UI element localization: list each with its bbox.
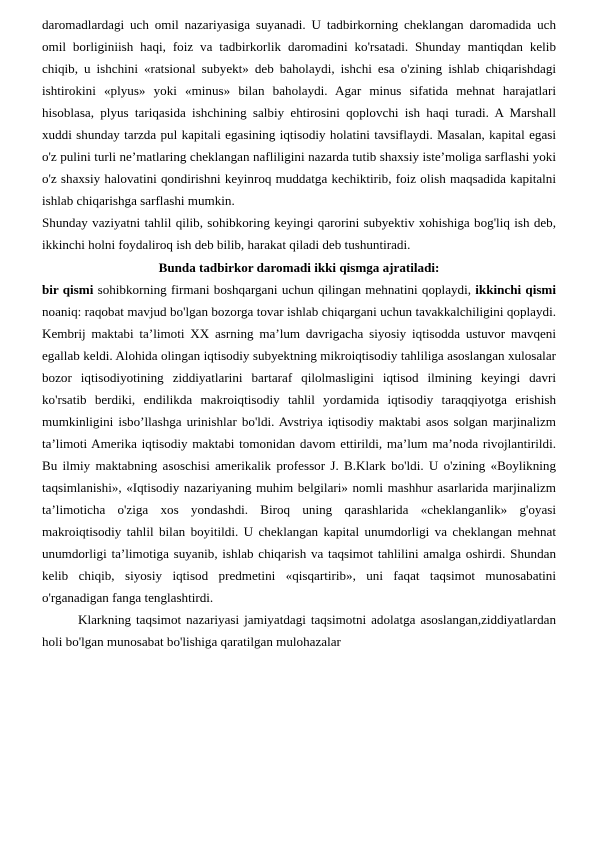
paragraph-marshall: daromadlardagi uch omil nazariyasiga suyanadi. U tadbirkorning cheklangan daromadida uch omil borliginiish haqi, foiz va tadbirkorlik daromadini ko'rsatadi. Shunday mantiqdan kelib chiqib, u ishchini «ratsional subyekt» deb baholaydi, ishchi esa o'zining ishlab chiqarishdagi ishtirokini «plyus» yoki «minus» bilan baholaydi. Agar minus sifatida mehnat harajatlari hisoblasa, plyus tariqasida ishchining salbiy ehtirosini qoplovchi ish haqi turadi. A Marshall xuddi shunday tarzda pul kapitali egasining iqtisodiy holatini tavsiflaydi. Masalan, kapital egasi o'z pulini turli ne’matlaring cheklangan nafliligini nazarda tutib shaxsiy iste’moliga sarflashi yoki o'z shaxsiy halovatini qondirishni keyinroq muddatga kechiktirib, foiz olish maqsadida kapitalni ishlab chiqarishga sarflashi mumkin. [42,17,556,209]
paragraph-clark-theory: Klarkning taqsimot nazariyasi jamiyatdagi taqsimotni adolatga asoslangan,ziddiyatlardan holi bo'lgan munosabat bo'lishiga qaratilgan mulohazalar [42,612,556,650]
paragraph-situation: Shunday vaziyatni tahlil qilib, sohibkoring keyingi qarorini subyektiv xohishiga bog'liq ish deb, ikkinchi holni foydaliroq ish deb bilib, harakat qiladi deb tushuntiradi. [42,215,556,253]
paragraph-text: noaniq: raqobat mavjud bo'lgan bozorga tovar ishlab chiqargani uchun tavakkalchiligini qoplaydi. Kembrij maktabi ta’limoti XX asrning ma’lum davrigacha siyosiy iqtisodda ustuvor mavqeni egallab keldi. Alohida olingan iqtisodiy subyektning mikroiqtisodiy tahliliga asoslangan xulosalar bozor iqtisodiyotining ziddiyatlarini bartaraf qilolmasligini iqtisod ilmining keyingi davri ko'rsatib berdiki, endilikda makroiqtisodiy tahlil yordamida iqtisodiy taraqqiyotga erishish mumkinligini isbo’llashga urinishlar bo'ldi. Avstriya iqtisodiy maktabi asos solgan marjinalizm ta’limoti Amerika iqtisodiy maktabi tomonidan davom ettirildi, ma’lum ma’noda rivojlantirildi. Bu ilmiy maktabning asoschisi amerikalik professor J. B.Klark bo'ldi. U o'zining «Boylikning taqsimlanishi», «Iqtisodiy nazariyaning muhim belgilari» nomli mashhur asarlarida marjinalizm ta’limoticha o'ziga xos yondashdi. Biroq uning qarashlarida «cheklanganlik» g'oyasi makroiqtisodiy tahlil bilan boyitildi. U cheklangan kapital unumdorligi va cheklangan mehnat unumdorligi ta’limotiga suyanib, ishlab chiqarish va taqsimot tahlilini amalga oshirdi. Shundan kelib chiqib, siyosiy iqtisod predmetini «qisqartirib», uni faqat taqsimot munosabatini o'rganadigan fanga tenglashtirdi. [42,303,556,606]
section-heading: Bunda tadbirkor daromadi ikki qismga ajratiladi: [158,259,440,275]
bold-term-second-part: ikkinchi qismi [475,281,556,297]
bold-term-first-part: bir qismi [42,281,94,297]
document-body [42,14,556,653]
paragraph-clark-school [42,279,556,610]
paragraph-text: sohibkorning firmani boshqargani uchun qilingan mehnatini qoplaydi, [93,281,476,297]
